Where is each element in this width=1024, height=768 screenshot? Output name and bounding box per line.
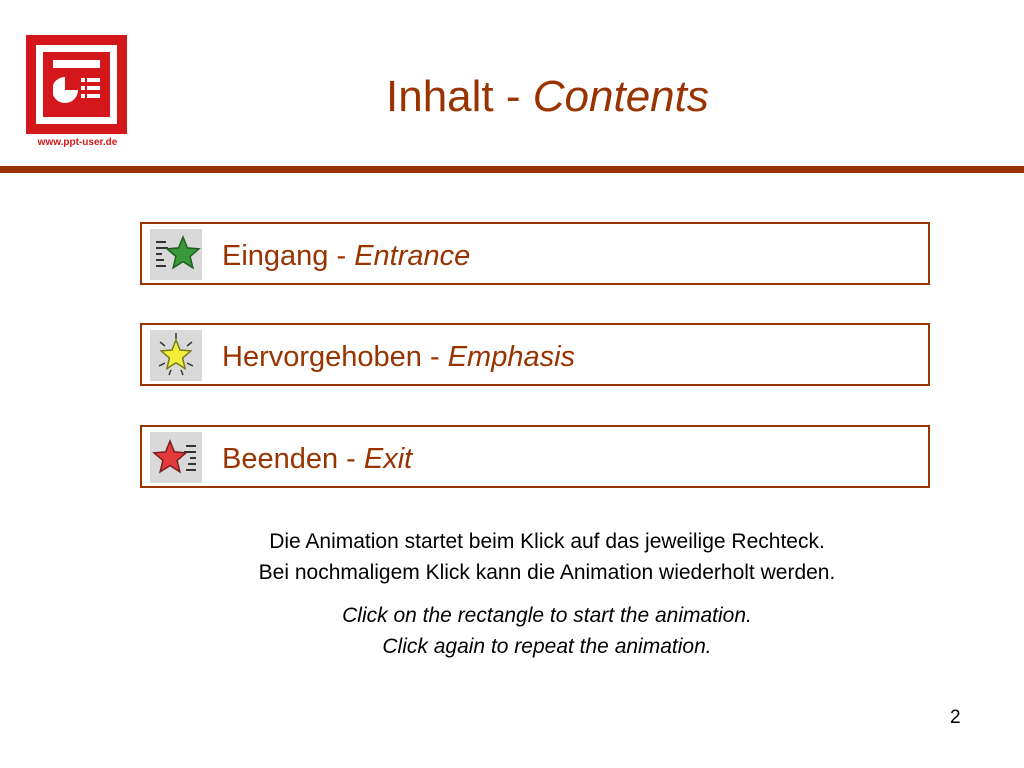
logo-caption: www.ppt-user.de [37,137,118,148]
description-german: Die Animation startet beim Klick auf das jeweilige Rechteck. Bei nochmaligem Klick kann die Animation wiederholt werden. [258,530,836,584]
entrance-button[interactable] [140,222,930,285]
ppt-user-logo [26,35,127,134]
exit-star-icon [150,432,202,483]
page-number: 2 [950,707,961,728]
emphasis-star-icon [150,330,202,381]
entrance-star-icon [150,229,202,280]
exit-label: Beenden - Exit [222,443,413,475]
entrance-label: Eingang - Entrance [222,240,471,272]
emphasis-button[interactable] [140,323,930,386]
description-english: Click on the rectangle to start the animation. Click again to repeat the animation. [342,604,752,658]
page-title: Inhalt - Contents [386,72,709,121]
exit-button[interactable] [140,425,930,488]
title-divider [0,166,1024,173]
emphasis-label: Hervorgehoben - Emphasis [222,341,576,373]
presentation-logo-icon [53,74,101,108]
